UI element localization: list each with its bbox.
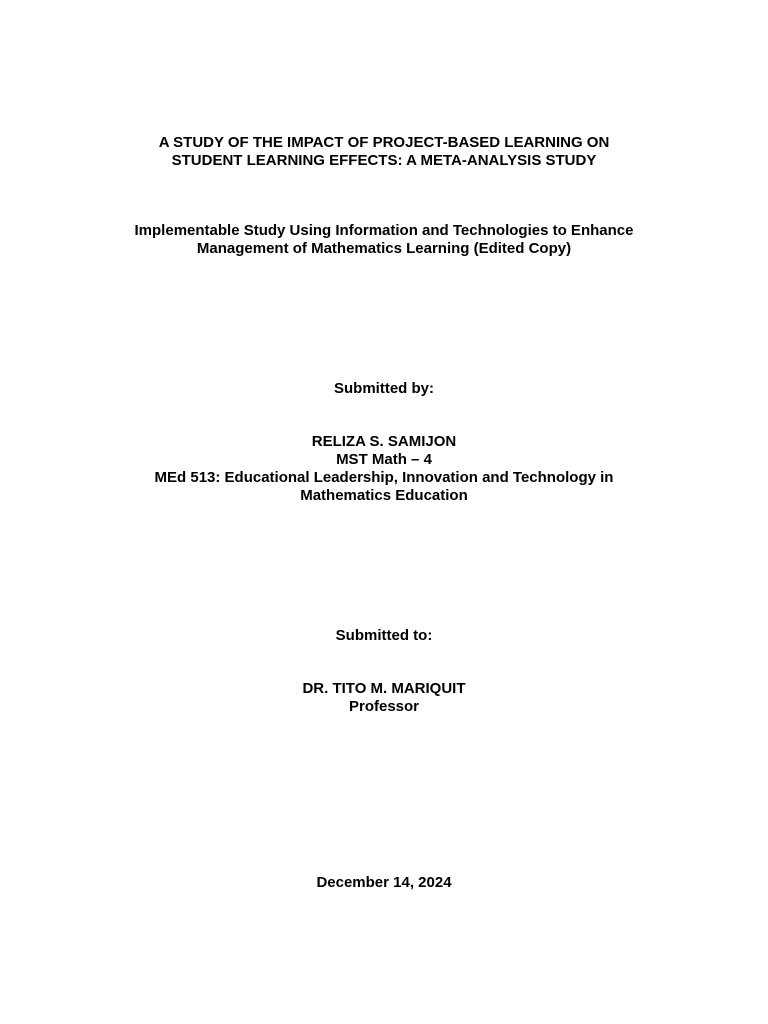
date-text: December 14, 2024 bbox=[316, 874, 452, 891]
document-subtitle bbox=[0, 222, 768, 258]
submission-date bbox=[0, 874, 768, 892]
title-line-2: STUDENT LEARNING EFFECTS: A META-ANALYSIS STUDY bbox=[171, 152, 597, 169]
submitted-to-text: Submitted to: bbox=[335, 627, 433, 644]
professor-name: DR. TITO M. MARIQUIT bbox=[302, 680, 466, 697]
author-name: RELIZA S. SAMIJON bbox=[311, 433, 457, 450]
professor-info bbox=[0, 680, 768, 716]
document-title bbox=[0, 134, 768, 170]
subtitle-line-1: Implementable Study Using Information and Technologies to Enhance bbox=[134, 222, 634, 239]
course-line-2: Mathematics Education bbox=[300, 487, 468, 504]
subtitle-line-2: Management of Mathematics Learning (Edited Copy) bbox=[196, 240, 572, 257]
submitted-to-label bbox=[0, 627, 768, 645]
professor-role: Professor bbox=[348, 698, 420, 715]
submitted-by-label bbox=[0, 380, 768, 398]
title-line-1: A STUDY OF THE IMPACT OF PROJECT-BASED LEARNING ON bbox=[158, 134, 610, 151]
submitted-by-text: Submitted by: bbox=[334, 380, 434, 397]
author-info bbox=[0, 433, 768, 505]
course-line-1: MEd 513: Educational Leadership, Innovation and Technology in bbox=[154, 469, 614, 486]
author-program: MST Math – 4 bbox=[336, 451, 432, 468]
